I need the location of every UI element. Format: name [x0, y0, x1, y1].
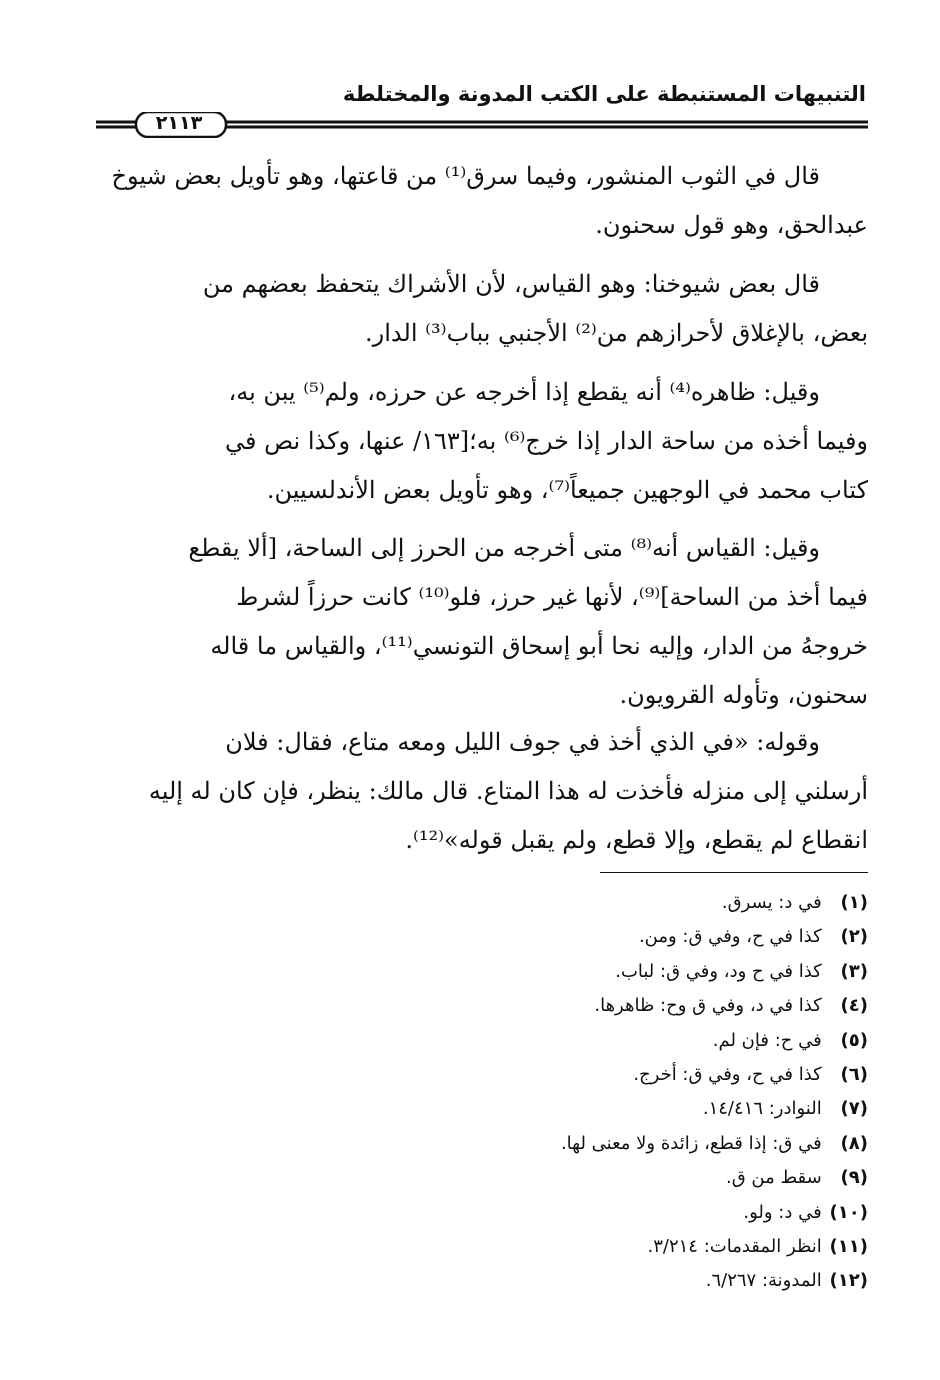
footnote-2 — [348, 920, 868, 954]
paragraph-line: عبدالحق، وهو قول سحنون. — [595, 211, 868, 239]
footnote-number: (٧) — [840, 1098, 868, 1120]
footnote-text: كذا في ح، وفي ق: أخرج. — [633, 1064, 822, 1086]
footnote-9 — [348, 1161, 868, 1195]
page-number: ٢١١٣ — [155, 112, 203, 134]
paragraph-line: أرسلني إلى منزله فأخذت له هذا المتاع. قال مالك: ينظر، فإن كان له إليه — [148, 777, 868, 805]
footnote-text: النوادر: ١٤/٤١٦. — [702, 1098, 822, 1120]
paragraph-line: خروجهُ من الدار، وإليه نحا أبو إسحاق التونسي⁽¹¹⁾، والقياس ما قاله — [210, 632, 868, 660]
footnote-text: كذا في د، وفي ق وح: ظاهرها. — [594, 995, 822, 1017]
footnote-number: (٢) — [840, 926, 868, 948]
paragraph-5 — [100, 718, 868, 865]
footnote-number: (٣) — [840, 960, 868, 982]
paragraph-2 — [100, 260, 868, 358]
paragraph-1 — [100, 152, 868, 250]
paragraph-line: وقيل: القياس أنه⁽⁸⁾ متى أخرجه من الحرز إلى الساحة، [ألا يقطع — [188, 534, 820, 562]
paragraph-4 — [100, 524, 868, 720]
footnote-number: (٩) — [840, 1167, 868, 1189]
footnote-7 — [348, 1092, 868, 1126]
footnote-text: انظر المقدمات: ٣/٢١٤. — [647, 1236, 822, 1258]
footnote-1 — [348, 886, 868, 920]
footnote-text: في د: يسرق. — [721, 892, 822, 913]
running-title: التنبيهات المستنبطة على الكتب المدونة والمختلطة — [342, 82, 866, 106]
paragraph-line: وقيل: ظاهره⁽⁴⁾ أنه يقطع إذا أخرجه عن حرزه، ولم⁽⁵⁾ يبن به، — [228, 378, 820, 406]
footnotes — [348, 886, 868, 1299]
paragraph-line: فيما أخذ من الساحة]⁽⁹⁾، لأنها غير حرز، فلو⁽¹⁰⁾ كانت حرزاً لشرط — [236, 583, 868, 611]
footnote-text: المدونة: ٦/٢٦٧. — [705, 1270, 822, 1292]
paragraph-line: وفيما أخذه من ساحة الدار إذا خرج⁽⁶⁾ به؛[١٦٣/ عنها، وكذا نص في — [225, 427, 868, 455]
footnote-number: (١١) — [829, 1236, 868, 1258]
footnote-separator — [600, 872, 868, 873]
paragraph-line: قال في الثوب المنشور، وفيما سرق⁽¹⁾ من قاعتها، وهو تأويل بعض شيوخ — [111, 162, 820, 190]
footnote-number: (١٠) — [829, 1201, 868, 1223]
footnote-number: (٥) — [840, 1029, 868, 1051]
footnote-text: في ق: إذا قطع، زائدة ولا معنى لها. — [560, 1132, 822, 1154]
footnote-6 — [348, 1058, 868, 1092]
paragraph-line: قال بعض شيوخنا: وهو القياس، لأن الأشراك يتحفظ بعضهم من — [202, 270, 820, 298]
footnote-text: في ح: فإن لم. — [712, 1029, 822, 1051]
footnote-number: (٤) — [840, 995, 868, 1017]
footnote-text: في د: ولو. — [743, 1201, 822, 1223]
footnote-number: (٨) — [840, 1132, 868, 1154]
footnote-3 — [348, 955, 868, 989]
footnote-4 — [348, 989, 868, 1023]
footnote-number: (٦) — [840, 1064, 868, 1086]
paragraph-line: سحنون، وتأوله القرويون. — [619, 681, 868, 709]
footnote-12 — [348, 1264, 868, 1298]
footnote-number: (١) — [840, 892, 868, 913]
footnote-10 — [348, 1196, 868, 1230]
footnote-5 — [348, 1024, 868, 1058]
paragraph-line: وقوله: «في الذي أخذ في جوف الليل ومعه متاع، فقال: فلان — [225, 728, 820, 756]
footnote-8 — [348, 1127, 868, 1161]
footnote-text: كذا في ح، وفي ق: ومن. — [638, 926, 822, 948]
paragraph-line: انقطاع لم يقطع، وإلا قطع، ولم يقبل قوله»⁽¹²⁾. — [405, 826, 868, 854]
paragraph-line: كتاب محمد في الوجهين جميعاً⁽⁷⁾، وهو تأويل بعض الأندلسيين. — [266, 476, 868, 504]
paragraph-3 — [100, 368, 868, 515]
footnote-text: كذا في ح ود، وفي ق: لباب. — [615, 960, 822, 982]
footnote-11 — [348, 1230, 868, 1264]
footnote-text: سقط من ق. — [725, 1167, 822, 1189]
paragraph-line: بعض، بالإغلاق لأحرازهم من⁽²⁾ الأجنبي بباب⁽³⁾ الدار. — [365, 319, 868, 347]
footnote-number: (١٢) — [829, 1270, 868, 1292]
